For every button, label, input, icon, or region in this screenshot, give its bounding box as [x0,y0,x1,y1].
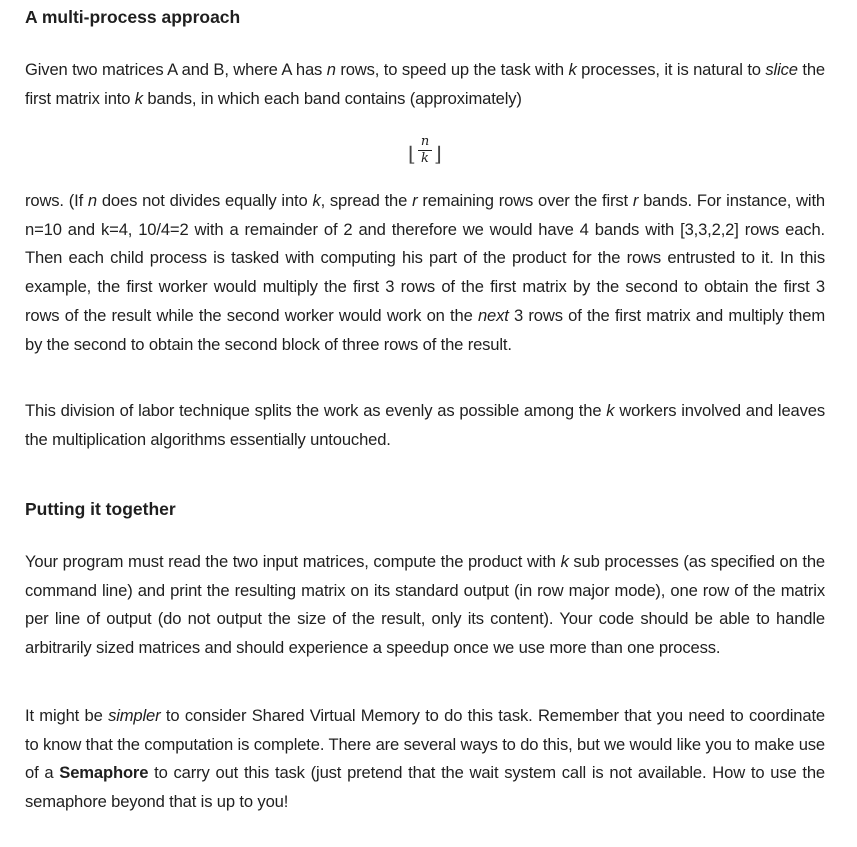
section-heading-putting-it-together: Putting it together [25,499,176,519]
paragraph-semaphore: It might be simpler to consider Shared Virtual Memory to do this task. Remember that you need to coordinate to know that the computation is complete. There are several ways to do this, but we would like you to make use of a Semaphore to carry out this task (just pretend that the wait system call is not available. How to use the semaphore beyond that is up to you! [25,706,825,812]
paragraph-division-of-labor: This division of labor technique splits the work as evenly as possible among the k workers involved and leaves the multiplication algorithms essentially untouched. [25,401,825,449]
right-floor-bracket: ⌋ [434,142,442,166]
floor-n-over-k-formula [408,131,448,173]
fraction-denominator: k [421,151,429,166]
section-heading-multi-process: A multi-process approach [25,7,241,27]
paragraph-intro: Given two matrices A and B, where A has n rows, to speed up the task with k processes, it is natural to slice the first matrix into k bands, in which each band contains (approximately) [25,60,825,108]
fraction-numerator: n [420,134,430,149]
paragraph-program-requirements: Your program must read the two input matrices, compute the product with k sub processes (as specified on the command line) and print the resulting matrix on its standard output (in row major mode), one row of the matrix per line of output (do not output the size of the result, only its content). Your code should be able to handle arbitrarily sized matrices and should experience a speedup once we use more than one process. [25,552,825,658]
left-floor-bracket: ⌊ [408,142,416,166]
paragraph-band-explanation: rows. (If n does not divides equally into k, spread the r remaining rows over the first r bands. For instance, with n=10 and k=4, 10/4=2 with a remainder of 2 and therefore we would have 4 bands with [3,3,2,2] rows each. Then each child process is tasked with computing his part of the product for the rows entrusted to it. In this example, the first worker would multiply the first 3 rows of the first matrix by the second to obtain the first 3 rows of the result while the second worker would work on the next 3 rows of the first matrix and multiply them by the second to obtain the second block of three rows of the result. [25,191,825,354]
